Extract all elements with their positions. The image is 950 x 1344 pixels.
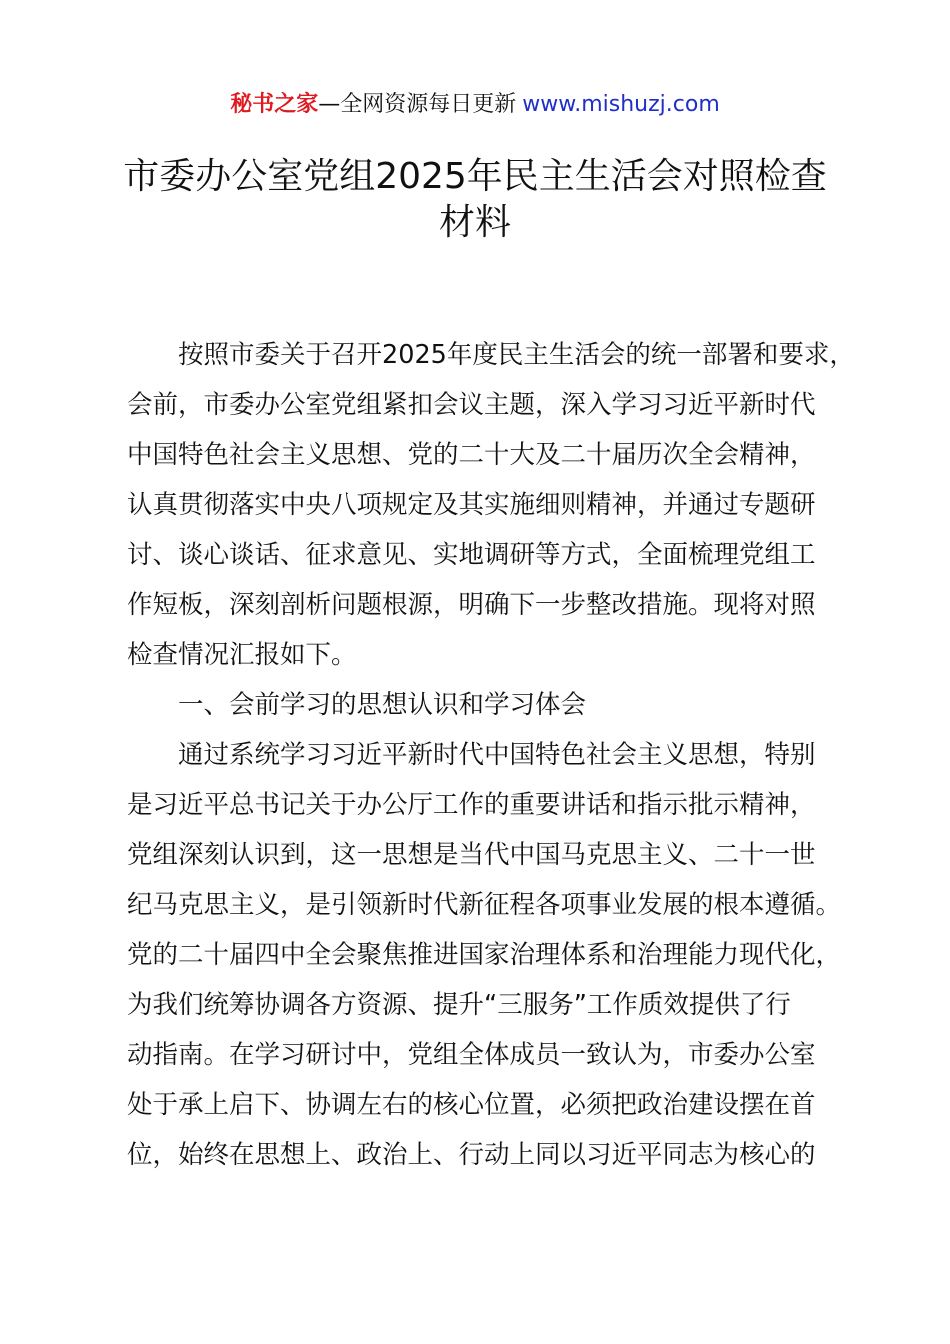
body-line: 按照市委关于召开2025年度民主生活会的统一部署和要求， [178, 340, 855, 370]
body-line: 会前，市委办公室党组紧扣会议主题，深入学习习近平新时代 [127, 390, 816, 420]
body-line: 为我们统筹协调各方资源、提升“三服务”工作质效提供了行 [127, 990, 791, 1020]
body-line: 是习近平总书记关于办公厅工作的重要讲话和指示批示精神， [127, 790, 816, 820]
body-line: 处于承上启下、协调左右的核心位置，必须把政治建设摆在首 [127, 1090, 816, 1120]
site-url-link[interactable]: www.mishuzj.com [522, 92, 720, 117]
title-line-1: 市委办公室党组2025年民主生活会对照检查 [123, 156, 827, 197]
body-line: 认真贯彻落实中央八项规定及其实施细则精神，并通过专题研 [127, 490, 816, 520]
brand-name: 秘书之家 [230, 92, 319, 117]
section-heading: 一、会前学习的思想认识和学习体会 [178, 690, 587, 720]
banner-tagline: —全网资源每日更新 [318, 92, 517, 117]
body-line: 作短板，深刻剖析问题根源，明确下一步整改措施。现将对照 [127, 590, 816, 620]
body-line: 讨、谈心谈话、征求意见、实地调研等方式，全面梳理党组工 [127, 540, 816, 570]
body-line: 通过系统学习习近平新时代中国特色社会主义思想，特别 [178, 740, 816, 770]
site-banner [0, 88, 950, 122]
body-line: 党组深刻认识到，这一思想是当代中国马克思主义、二十一世 [127, 840, 816, 870]
document-body [127, 330, 855, 1180]
body-line: 党的二十届四中全会聚焦推进国家治理体系和治理能力现代化， [127, 940, 842, 970]
body-line: 动指南。在学习研讨中，党组全体成员一致认为，市委办公室 [127, 1040, 816, 1070]
title-line-2: 材料 [438, 202, 511, 243]
body-line: 纪马克思主义，是引领新时代新征程各项事业发展的根本遵循。 [127, 890, 842, 920]
body-line: 中国特色社会主义思想、党的二十大及二十届历次全会精神， [127, 440, 816, 470]
body-line: 检查情况汇报如下。 [127, 640, 357, 670]
document-title [110, 154, 840, 246]
body-line: 位，始终在思想上、政治上、行动上同以习近平同志为核心的 [127, 1140, 816, 1170]
